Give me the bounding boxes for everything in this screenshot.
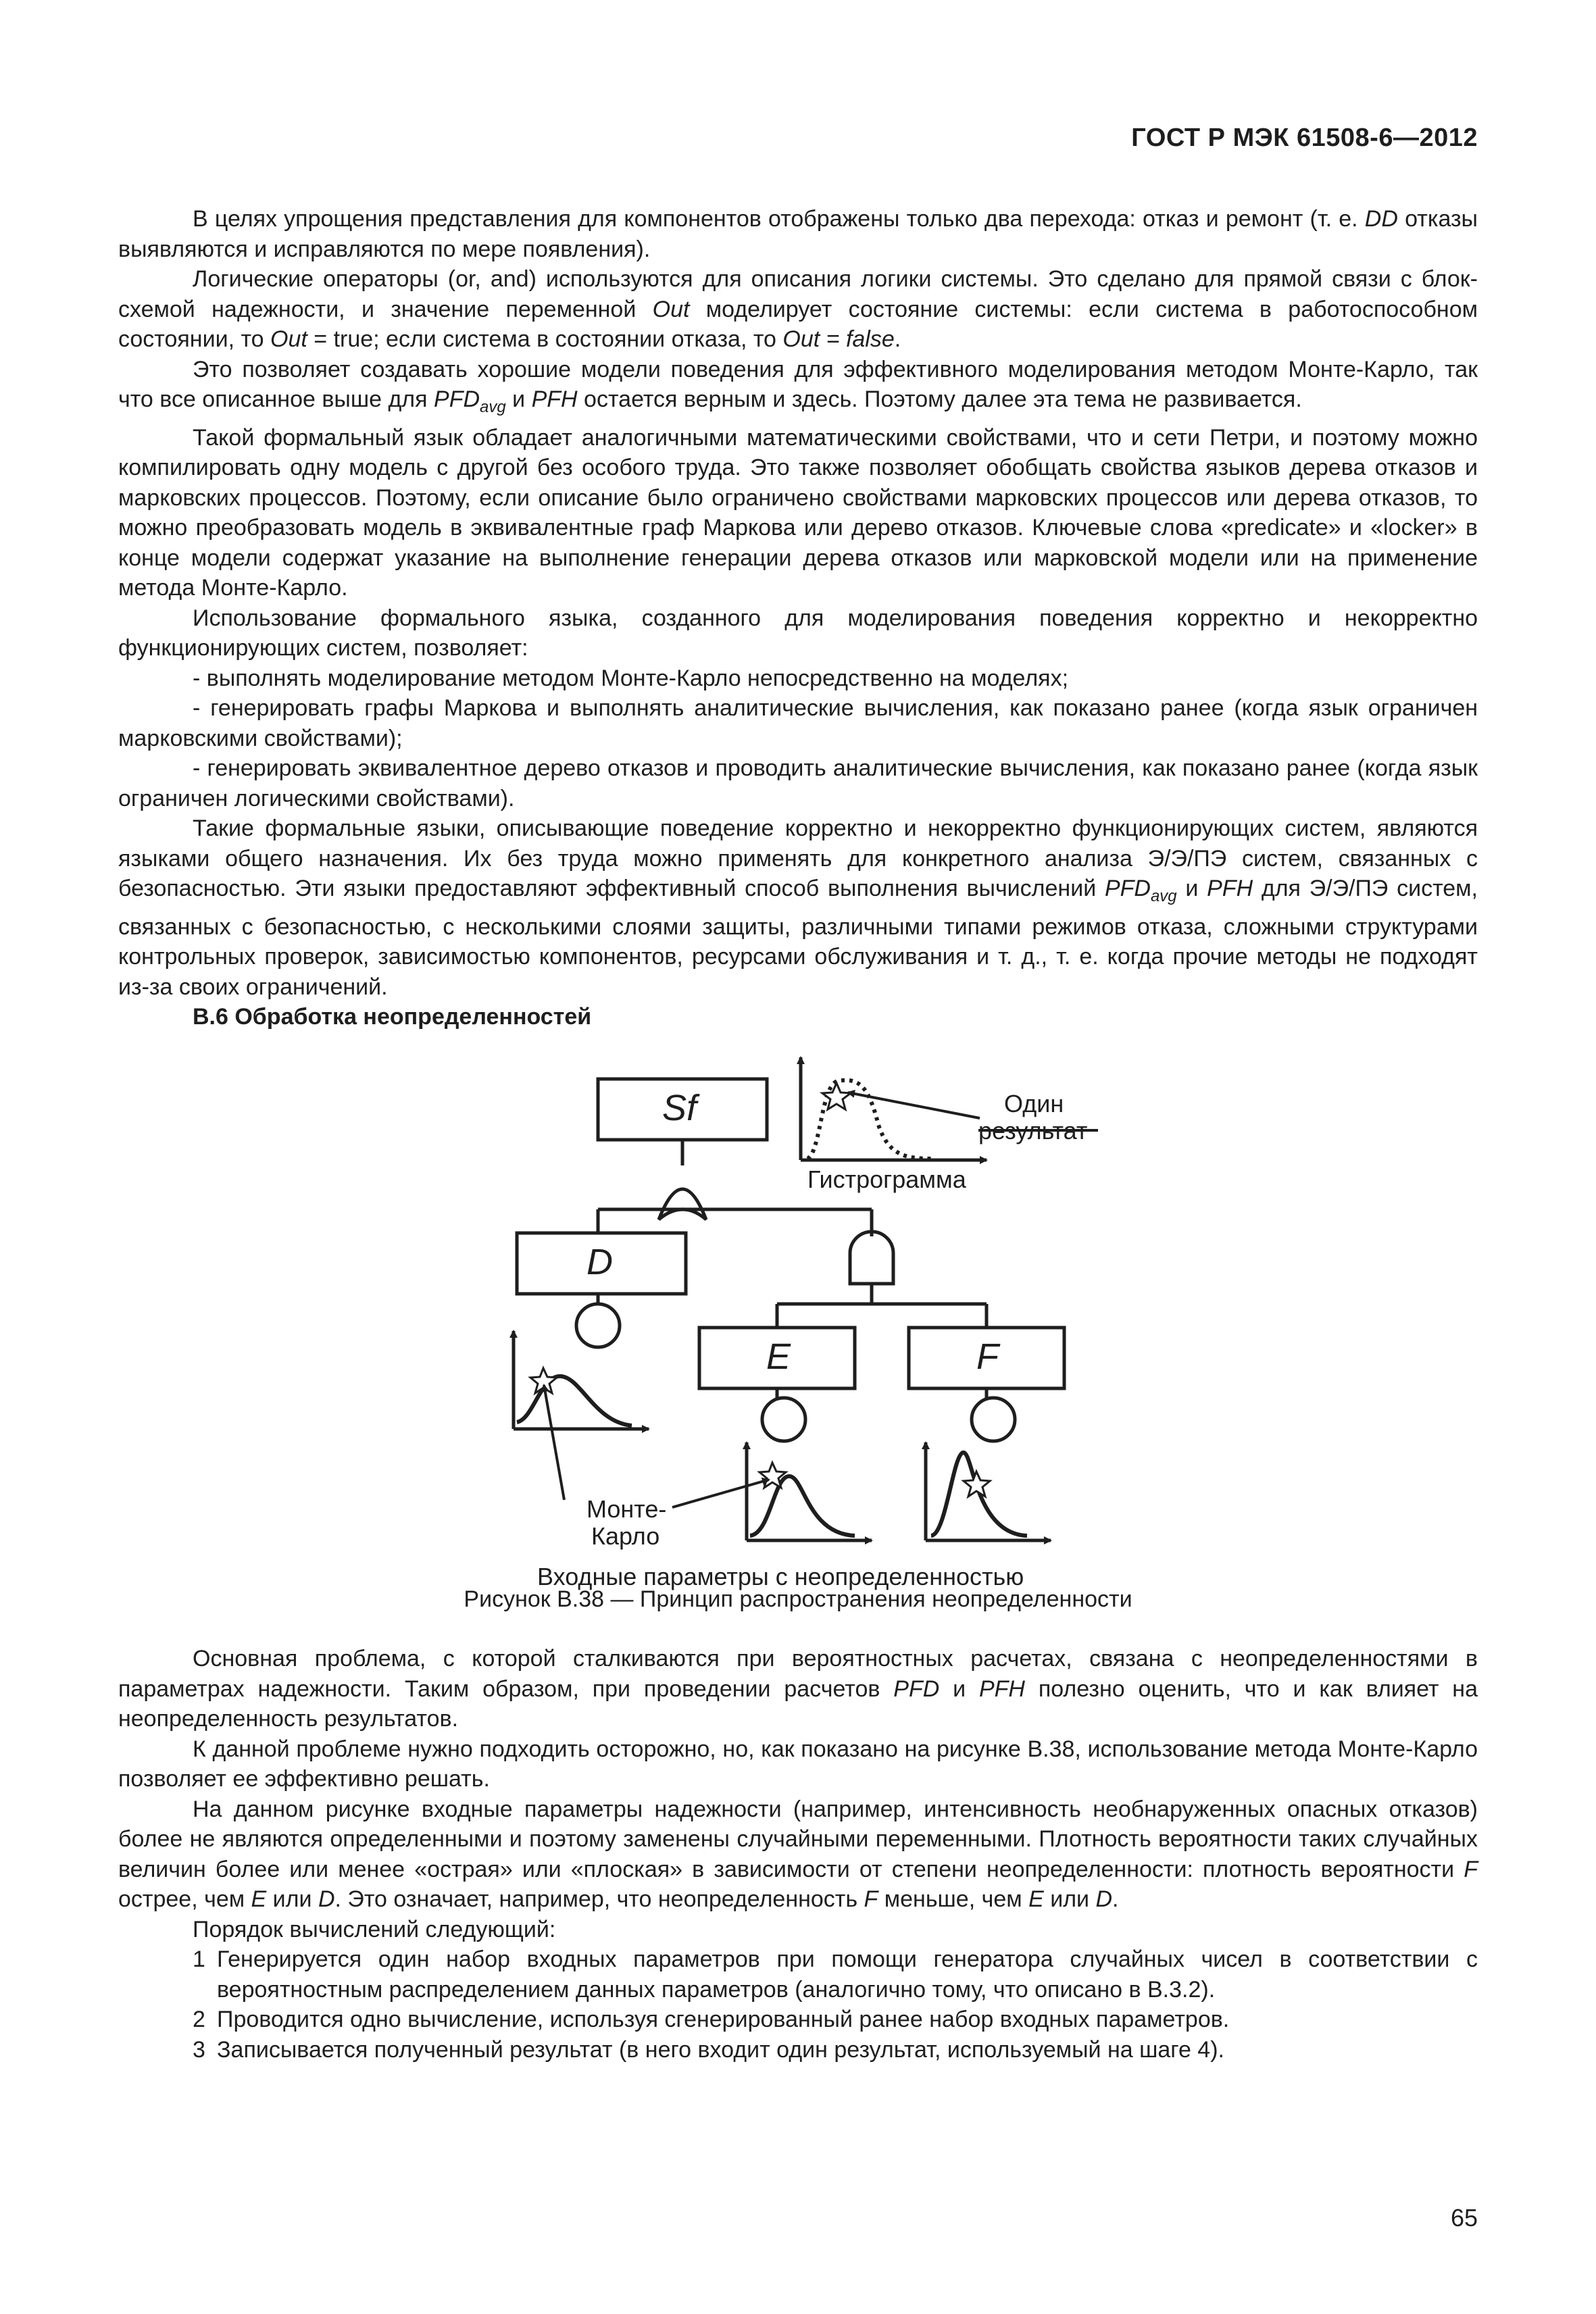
fault-tree-diagram bbox=[0, 1044, 1596, 1598]
histogram-label: Гистрограмма bbox=[807, 1165, 966, 1193]
box-d-label: D bbox=[587, 1242, 613, 1282]
one-result-label-2: результат bbox=[978, 1117, 1088, 1145]
figure-caption: Рисунок B.38 — Принцип распространения неопределенности bbox=[464, 1586, 1132, 1612]
paragraph: На данном рисунке входные параметры надежности (например, интенсивность необнаруженных опасных отказов) более не являются определенными и поэтому заменены случайными переменными. Плотность вероятности таких случайных величин более или менее «острая» или «плоская» в зависимости от степени неопределенности: плотность вероятности F острее, чем E или D. Это означает, например, что неопределенность F меньше, чем E или D. bbox=[118, 1796, 1478, 1912]
paragraph: Это позволяет создавать хорошие модели поведения для эффективного моделирования методом Монте-Карло, так что все описанное выше для $PFD_{avg}$ и PFH остается верным и здесь. Поэтому далее эта тема не развивается. bbox=[118, 356, 1478, 416]
paragraph: Такие формальные языки, описывающие поведение корректно и некорректно функционирующих систем, являются языками общего назначения. Их без труда можно применять для конкретного анализа Э/Э/ПЭ систем, связанных с безопасностью. Эти языки предоставляют эффективный способ выполнения вычислений $PFD_{avg}$ и PFH для Э/Э/ПЭ систем, связанных с безопасностью, с несколькими слоями защиты, различными типами режимов отказа, сложными структурами контрольных проверок, зависимостью компонентов, ресурсами обслуживания и т. д., т. е. когда прочие методы не подходят из-за своих ограничений. bbox=[118, 815, 1478, 1000]
numbered-item: 3 Записывается полученный результат (в него входит один результат, используемый на шаге 4). bbox=[193, 2036, 1224, 2063]
and-gate bbox=[850, 1232, 893, 1284]
list-item: - генерировать эквивалентное дерево отказов и проводить аналитические вычисления, как показано ранее (когда язык ограничен логическими свойствами). bbox=[118, 755, 1478, 811]
density-plot-f bbox=[926, 1442, 1051, 1540]
paragraph: Логические операторы (or, and) используются для описания логики системы. Это сделано для прямой связи с блок-схемой надежности, и значение переменной Out моделирует состояние системы: если система в работоспособном состоянии, то Out = true; если система в состоянии отказа, то Out = false. bbox=[118, 266, 1478, 352]
box-sf-label: Sf bbox=[662, 1088, 697, 1128]
or-gate bbox=[659, 1189, 706, 1219]
figure-uncertainty-propagation bbox=[0, 1044, 1596, 1598]
density-plot-e bbox=[747, 1442, 872, 1540]
paragraph: Использование формального языка, созданного для моделирования поведения корректно и некорректно функционирующих систем, позволяет: bbox=[118, 605, 1478, 661]
paragraph: Такой формальный язык обладает аналогичными математическими свойствами, что и сети Петри, и поэтому можно компилировать одну модель с другой без особого труда. Это также позволяет обобщать свойства языков дерева отказов и марковских процессов. Поэтому, если описание было ограничено свойствами марковских процессов или дерева отказов, то можно преобразовать модель в эквивалентные граф Маркова или дерево отказов. Ключевые слова «predicate» и «locker» в конце модели содержат указание на выполнение генерации дерева отказов или марковской модели или на применение метода Монте-Карло. bbox=[118, 424, 1478, 601]
list-item: - выполнять моделирование методом Монте-Карло непосредственно на моделях; bbox=[193, 665, 1069, 691]
paragraph: В целях упрощения представления для компонентов отображены только два перехода: отказ и ремонт (т. е. DD отказы выявляются и исправляются по мере появления). bbox=[118, 206, 1478, 262]
list-item: - генерировать графы Маркова и выполнять аналитические вычисления, как показано ранее (когда язык ограничен марковскими свойствами); bbox=[118, 695, 1478, 751]
one-result-label-1: Один bbox=[1004, 1090, 1064, 1117]
monte-carlo-label-1: Монте- bbox=[587, 1495, 667, 1523]
section-heading: B.6 Обработка неопределенностей bbox=[193, 1004, 592, 1030]
bottom-text-block bbox=[118, 1644, 1478, 2065]
page-number: 65 bbox=[1450, 2204, 1478, 2232]
star-icon bbox=[964, 1472, 990, 1496]
star-icon bbox=[822, 1083, 851, 1109]
basic-event-e bbox=[762, 1398, 805, 1441]
inputs-label: Входные параметры с неопределенностью bbox=[537, 1563, 1024, 1590]
numbered-item: 2 Проводится одно вычисление, используя сгенерированный ранее набор входных параметров. bbox=[193, 2007, 1230, 2032]
box-e-label: E bbox=[766, 1336, 791, 1377]
monte-carlo-label-2: Карло bbox=[591, 1522, 660, 1550]
paragraph: Порядок вычислений следующий: bbox=[193, 1916, 556, 1942]
document-header: ГОСТ Р МЭК 61508-6—2012 bbox=[1131, 124, 1478, 152]
basic-event-f bbox=[972, 1398, 1015, 1441]
basic-event-d bbox=[576, 1304, 620, 1347]
top-text-block bbox=[118, 204, 1478, 1032]
box-f-label: F bbox=[976, 1336, 999, 1377]
numbered-item: 1 Генерируется один набор входных параметров при помощи генератора случайных чисел в соответствии с вероятностным распределением данных параметров (аналогично тому, что описано в B.3.2). bbox=[193, 1946, 1478, 2003]
paragraph: Основная проблема, с которой сталкиваются при вероятностных расчетах, связана с неопределенностями в параметрах надежности. Таким образом, при проведении расчетов PFD и PFH полезно оценить, что и как влияет на неопределенность результатов. bbox=[118, 1646, 1478, 1732]
paragraph: К данной проблеме нужно подходить осторожно, но, как показано на рисунке B.38, использование метода Монте-Карло позволяет ее эффективно решать. bbox=[118, 1736, 1478, 1792]
